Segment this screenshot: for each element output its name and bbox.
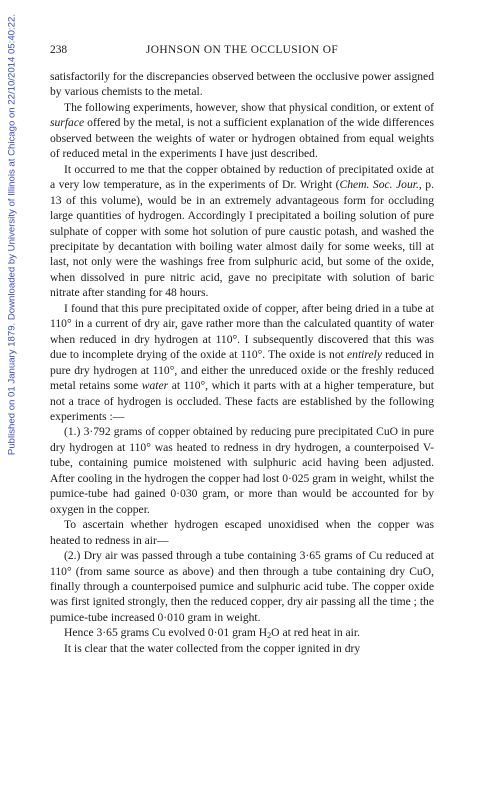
paragraph (50, 625, 434, 640)
text-run: offered by the metal, is not a sufficient explanation of the wide differences observed between the weights of water or hydrogen obtained from equal weights of reduced metal in the experiments I have just described. (50, 116, 434, 161)
paragraph (50, 100, 434, 162)
paragraph (50, 548, 434, 625)
text-run: O at red heat in air. (271, 626, 361, 640)
paragraph (50, 517, 434, 548)
paragraph (50, 69, 434, 100)
text-run: Hence 3·65 grams Cu evolved 0·01 gram H (64, 626, 268, 640)
paragraph (50, 162, 434, 301)
paragraph (50, 301, 434, 425)
paragraph (50, 424, 434, 517)
text-run: The following experiments, however, show that physical condition, or extent of (64, 100, 434, 114)
italic-text: entirely (347, 348, 382, 362)
subscript: 2 (267, 631, 272, 641)
text-run: It is clear that the water collected from the copper ignited in dry (64, 641, 361, 655)
article-body (50, 69, 434, 656)
running-title: JOHNSON ON THE OCCLUSION OF (145, 44, 339, 56)
italic-text: water (141, 379, 169, 393)
text-run: at 110°, which it parts with at a higher temperature, but not a trace of hydrogen is occluded. These facts are established by the following experiments :— (50, 379, 435, 423)
text-run: satisfactorily for the discrepancies observed between the occlusive power assigned by various chemists to the metal. (50, 70, 434, 99)
text-run: reduced in pure dry hydrogen at 110°, and either the unreduced oxide or the freshly reduced metal retains some (50, 348, 434, 393)
text-run: (2.) Dry air was passed through a tube containing 3·65 grams of Cu reduced at 110° (from same source as above) and then through a tube containing dry CuO, finally through a counterpoised pumice and sulphuric acid tube. The copper oxide was first ignited strongly, then the reduced copper, dry air passing all the time ; the pumice-tube increased 0·010 gram in weight. (50, 549, 434, 624)
text-run: It occurred to me that the copper obtained by reduction of precipitated oxide at a very low temperature, as in the experiments of Dr. Wright ( (50, 162, 434, 192)
text-run: (1.) 3·792 grams of copper obtained by reducing pure precipitated CuO in pure dry hydrogen at 110° was heated to redness in dry hydrogen, a counterpoised V-tube, containing pumice moistened with sulphuric acid having been adjusted. After cooling in the hydrogen the copper had lost 0·025 gram in weight, whilst the pumice-tube had gained 0·030 gram, or more than would be accounted for by oxygen in the copper. (50, 425, 434, 516)
paragraph (50, 641, 434, 656)
watermark-text: Published on 01 January 1879. Downloaded by University of Illinois at Chicago on 22/10/2014 05:40:22. (6, 14, 18, 456)
text-run: , p. 13 of this volume), would be in an extremely advantageous form for occluding large quantities of hydrogen. Accordingly I precipitated a boiling solution of pure sulphate of copper with some hot solution of pure caustic potash, and washed the precipitate by decantation with boiling water almost daily for some weeks, till at last, not only were the washings free from sulphuric acid, but some of the oxide, when dissolved in pure nitric acid, gave no precipitate with solution of baric nitrate after standing for 48 hours. (50, 178, 434, 300)
text-run: I found that this pure precipitated oxide of copper, after being dried in a tube at 110° in a current of dry air, gave rather more than the calculated quantity of water when reduced in dry hydrogen at 110°. I subsequently discovered that this was due to incomplete drying of the oxide at 110°. The oxide is not (50, 301, 434, 362)
text-run: To ascertain whether hydrogen escaped unoxidised when the copper was heated to redness in air— (50, 518, 434, 547)
page-number: 238 (50, 44, 68, 56)
page-header (50, 44, 434, 58)
download-watermark (0, 14, 24, 674)
italic-text: Chem. Soc. Jour. (339, 178, 419, 192)
italic-text: surface (50, 116, 85, 130)
